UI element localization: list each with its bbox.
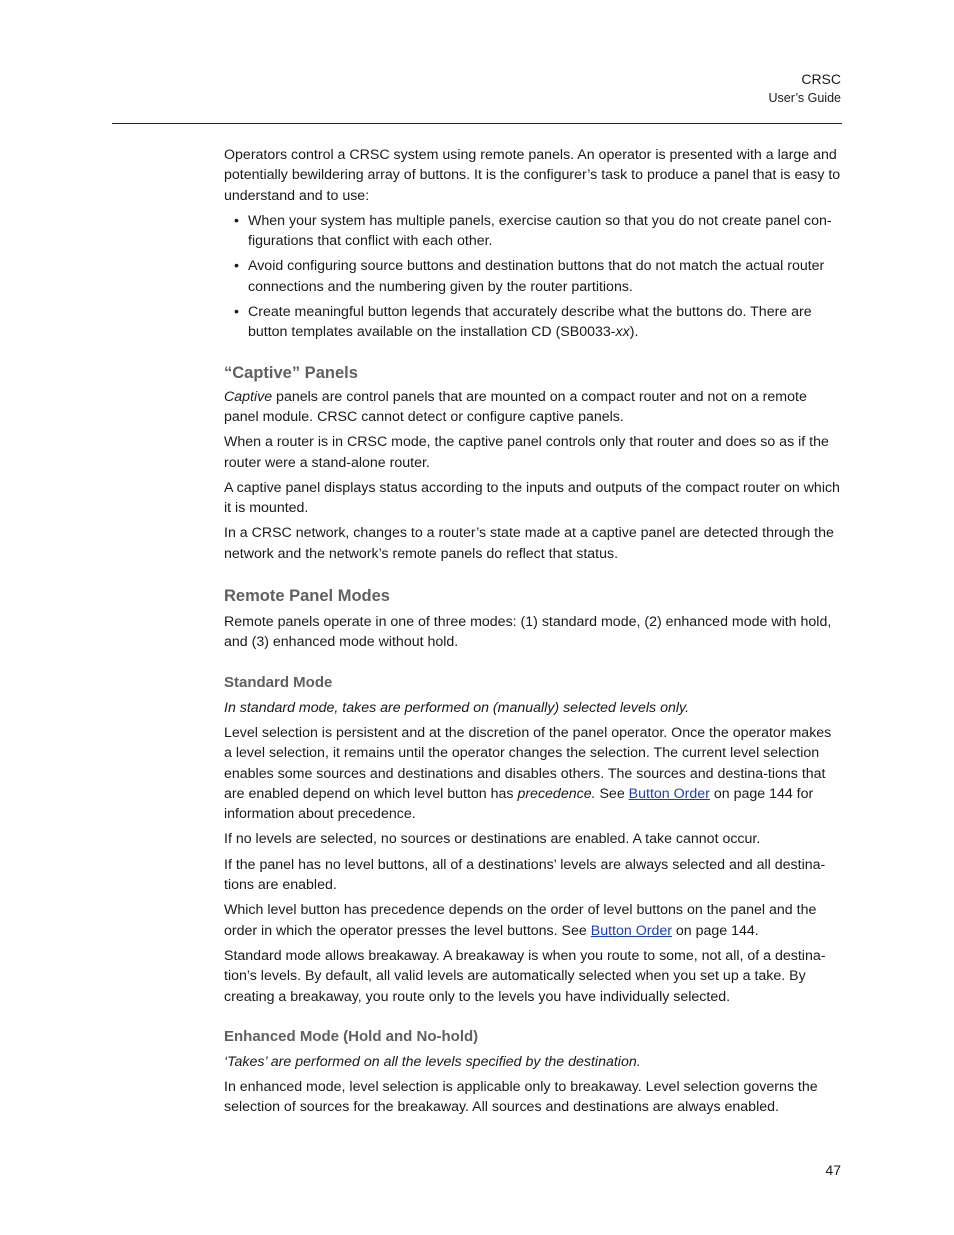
remote-panel-modes-heading: Remote Panel Modes [224,587,390,606]
page-number: 47 [825,1162,841,1178]
intro-paragraph: Operators control a CRSC system using remote panels. An operator is presented with a large and potentially bewildering array of buttons. It is the configurer’s task to produce a panel that is easy to understand and to use: [224,147,841,204]
captive-italic: Captive [224,388,273,405]
standard-text: Level selection is persistent and at the discretion of the panel operator. Once the operator makes a level selection, it remains until the operator changes the selection. The current level selection enables some sources and destinations and disables others. The sources and destina-tions that are enabled depend on which level button has [224,724,832,802]
standard-paragraph [224,900,842,941]
page-body [224,145,842,1123]
standard-text: on page 144. [671,922,759,939]
header-subtitle: User’s Guide [768,91,841,105]
intro-bullet-list [224,211,842,343]
standard-paragraph: Standard mode allows breakaway. A breakaway is when you route to some, not all, of a destina-tion’s levels. By default, all valid levels are automatically selected when you set up a take. By creating a breakaway, you route only to the levels you have individually selected. [224,947,826,1005]
header-divider [112,123,842,124]
standard-paragraph [224,723,842,824]
captive-panels-heading: “Captive” Panels [224,363,358,382]
enhanced-paragraph: In enhanced mode, level selection is applicable only to breakaway. Level selection governs the selection of sources for the breakaway. All sources and destinations are always enabled. [224,1079,818,1116]
bullet-text: Create meaningful button legends that accurately describe what the buttons do. There are button templates available on the installation CD (SB0033- [248,304,812,341]
captive-paragraph: A captive panel displays status according to the inputs and outputs of the compact router on which it is mounted. [224,479,840,517]
captive-paragraph: In a CRSC network, changes to a router’s state made at a captive panel are detected through the network and the network’s remote panels do reflect that status. [224,525,834,562]
standard-lead [224,698,842,718]
bullet-item: • When your system has multiple panels, exercise caution so that you do not create panel con-figurations that conflict with each other. [224,211,842,252]
button-order-link[interactable]: Button Order [628,785,710,802]
standard-mode-heading: Standard Mode [224,673,333,691]
bullet-text-end: ). [629,324,639,341]
remote-paragraph: Remote panels operate in one of three modes: (1) standard mode, (2) enhanced mode with hold, and (3) enhanced mode without hold. [224,614,832,651]
bullet-item: • Avoid configuring source buttons and destination buttons that do not match the actual router connections and the numbering given by the router partitions. [224,256,842,297]
header-title: CRSC [801,71,841,87]
standard-paragraph: If no levels are selected, no sources or destinations are enabled. A take cannot occur. [224,831,761,848]
page-header [769,70,842,108]
bullet-item [224,302,842,343]
standard-paragraph: If the panel has no level buttons, all of a destinations’ levels are always selected and all destina-tions are enabled. [224,856,826,894]
standard-text: Which level button has precedence depends on the order of level buttons on the panel and the order in which the operator presses the level buttons. See [224,902,817,939]
enhanced-lead [224,1052,842,1072]
standard-text: on page 144 for information about precedence. [224,785,814,823]
enhanced-mode-heading: Enhanced Mode (Hold and No-hold) [224,1027,479,1045]
standard-lead-italic: In standard mode, takes are performed on (manually) selected levels only. [224,699,690,716]
captive-paragraph [224,387,842,428]
captive-text: panels are control panels that are mounted on a compact router and not on a remote panel module. CRSC cannot detect or configure captive panels. [224,388,807,425]
captive-paragraph: When a router is in CRSC mode, the captive panel controls only that router and does so as if the router were a stand-alone router. [224,434,829,471]
precedence-italic: precedence. [517,785,596,802]
bullet-italic: xx [615,324,630,341]
enhanced-lead-italic: ‘Takes’ are performed on all the levels specified by the destination. [224,1053,641,1070]
standard-text: See [595,785,629,802]
button-order-link[interactable]: Button Order [590,922,672,939]
